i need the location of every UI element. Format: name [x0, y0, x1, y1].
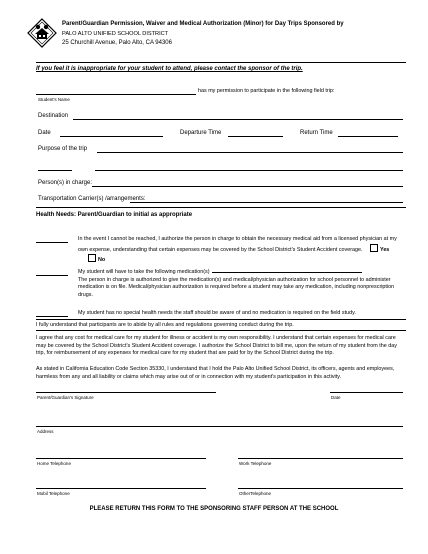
other-telephone-label: OtherTelephone: [239, 491, 272, 496]
other-telephone-field[interactable]: [238, 488, 403, 489]
district-logo: [27, 18, 57, 48]
date-field[interactable]: [60, 136, 163, 137]
student-name-label: Student's Name: [38, 97, 70, 102]
purpose-label: Purpose of the trip: [38, 146, 88, 152]
waiver-text: I agree that any cost for medical care for my student for illness or accident is my own responsibility. I understand that certain expenses for medical care may be covered by the School District's Student Accident coverage. I authorize the School District to bill me, upon the return of my student from the day trip, for reimbursement of any expenses for medical care for my student that are paid for by the School District during the trip.: [36, 335, 397, 356]
departure-time-label: Departure Time: [180, 130, 222, 136]
home-telephone-label: Home Telephone: [37, 461, 71, 466]
address-field[interactable]: [36, 426, 403, 427]
health-item-1: In the event I cannot be reached, I authorize the person in charge to obtain the necessary medical aid from a licensed physician at my own expense, understanding that certain expenses may be covered by the School District's Student Accident coverage. Yes No: [78, 236, 397, 263]
initial-field-2[interactable]: [36, 275, 68, 276]
return-time-label: Return Time: [300, 130, 333, 136]
health-item-2: My student will have to take the following medication(s) The person in charge is authorized to give the medication(s) and medical/physician authorization for school personnel to administer medication is on file. Medical/physician authorization is required before a student may take any medication, including nonprescription drugs.: [78, 269, 395, 298]
no-checkbox[interactable]: [88, 254, 96, 262]
form-title: Parent/Guardian Permission, Waiver and Medical Authorization (Minor) for Day Trips Sponsored by: [62, 21, 344, 27]
work-telephone-field[interactable]: [238, 458, 403, 459]
persons-in-charge-label: Person(s) in charge:: [38, 180, 93, 186]
mobile-telephone-field[interactable]: [36, 488, 206, 489]
header-rule: [36, 62, 406, 63]
notice-text: If you feel it is inappropriate for your student to attend, please contact the sponsor of the trip.: [36, 66, 303, 72]
return-time-field[interactable]: [338, 136, 398, 137]
destination-field[interactable]: [73, 119, 403, 120]
yes-option[interactable]: Yes: [370, 247, 389, 253]
signature-label: Parent/Guardian's Signature: [37, 395, 94, 400]
permission-text: has my permission to participate in the following field trip:: [198, 88, 335, 94]
district-name: PALO ALTO UNIFIED SCHOOL DISTRICT: [62, 31, 169, 37]
medication-field[interactable]: [212, 272, 362, 273]
purpose-field-2a[interactable]: [38, 170, 72, 171]
purpose-field-1[interactable]: [97, 152, 403, 153]
date-label: Date: [38, 130, 51, 136]
transportation-label: Transportation Carrier(s) /arrangements:: [38, 196, 146, 202]
health-item-3: My student has no special health needs the staff should be aware of and no medication is required on the field study.: [78, 310, 356, 316]
work-telephone-label: Work Telephone: [239, 461, 272, 466]
signature-field[interactable]: [36, 392, 216, 393]
destination-label: Destination: [38, 113, 69, 119]
health-rule: [36, 319, 406, 320]
rules-rule: [36, 330, 406, 331]
home-telephone-field[interactable]: [36, 458, 206, 459]
health-heading: Health Needs: Parent/Guardian to initial as appropriate: [36, 212, 193, 218]
address-label: Address: [37, 429, 54, 434]
yes-checkbox[interactable]: [370, 244, 378, 252]
mobile-telephone-label: Mobil Telephone: [37, 491, 70, 496]
signature-date-field[interactable]: [330, 392, 403, 393]
education-code-text: As stated in California Education Code Section 35330, I understand that I hold the Palo Alto Unified School District, its officers, agents and employees, harmless from any and all liability or claims which may arise out of or in connection with my student's participation in this activity.: [36, 366, 395, 380]
persons-in-charge-field[interactable]: [92, 186, 403, 187]
district-address: 25 Churchill Avenue, Palo Alto, CA 94306: [62, 40, 172, 46]
student-name-field[interactable]: [36, 94, 196, 95]
section-rule: [36, 207, 406, 208]
initial-field-1[interactable]: [36, 242, 68, 243]
rules-statement: I fully understand that participants are to abide by all rules and regulations governing conduct during the trip.: [36, 322, 294, 328]
no-option[interactable]: No: [88, 257, 105, 263]
footer-instruction: PLEASE RETURN THIS FORM TO THE SPONSORING STAFF PERSON AT THE SCHOOL: [89, 506, 339, 512]
signature-date-label: Date: [331, 395, 341, 400]
departure-time-field[interactable]: [228, 136, 283, 137]
purpose-field-2b[interactable]: [95, 170, 403, 171]
initial-field-3[interactable]: [36, 316, 68, 317]
transportation-field[interactable]: [130, 202, 403, 203]
